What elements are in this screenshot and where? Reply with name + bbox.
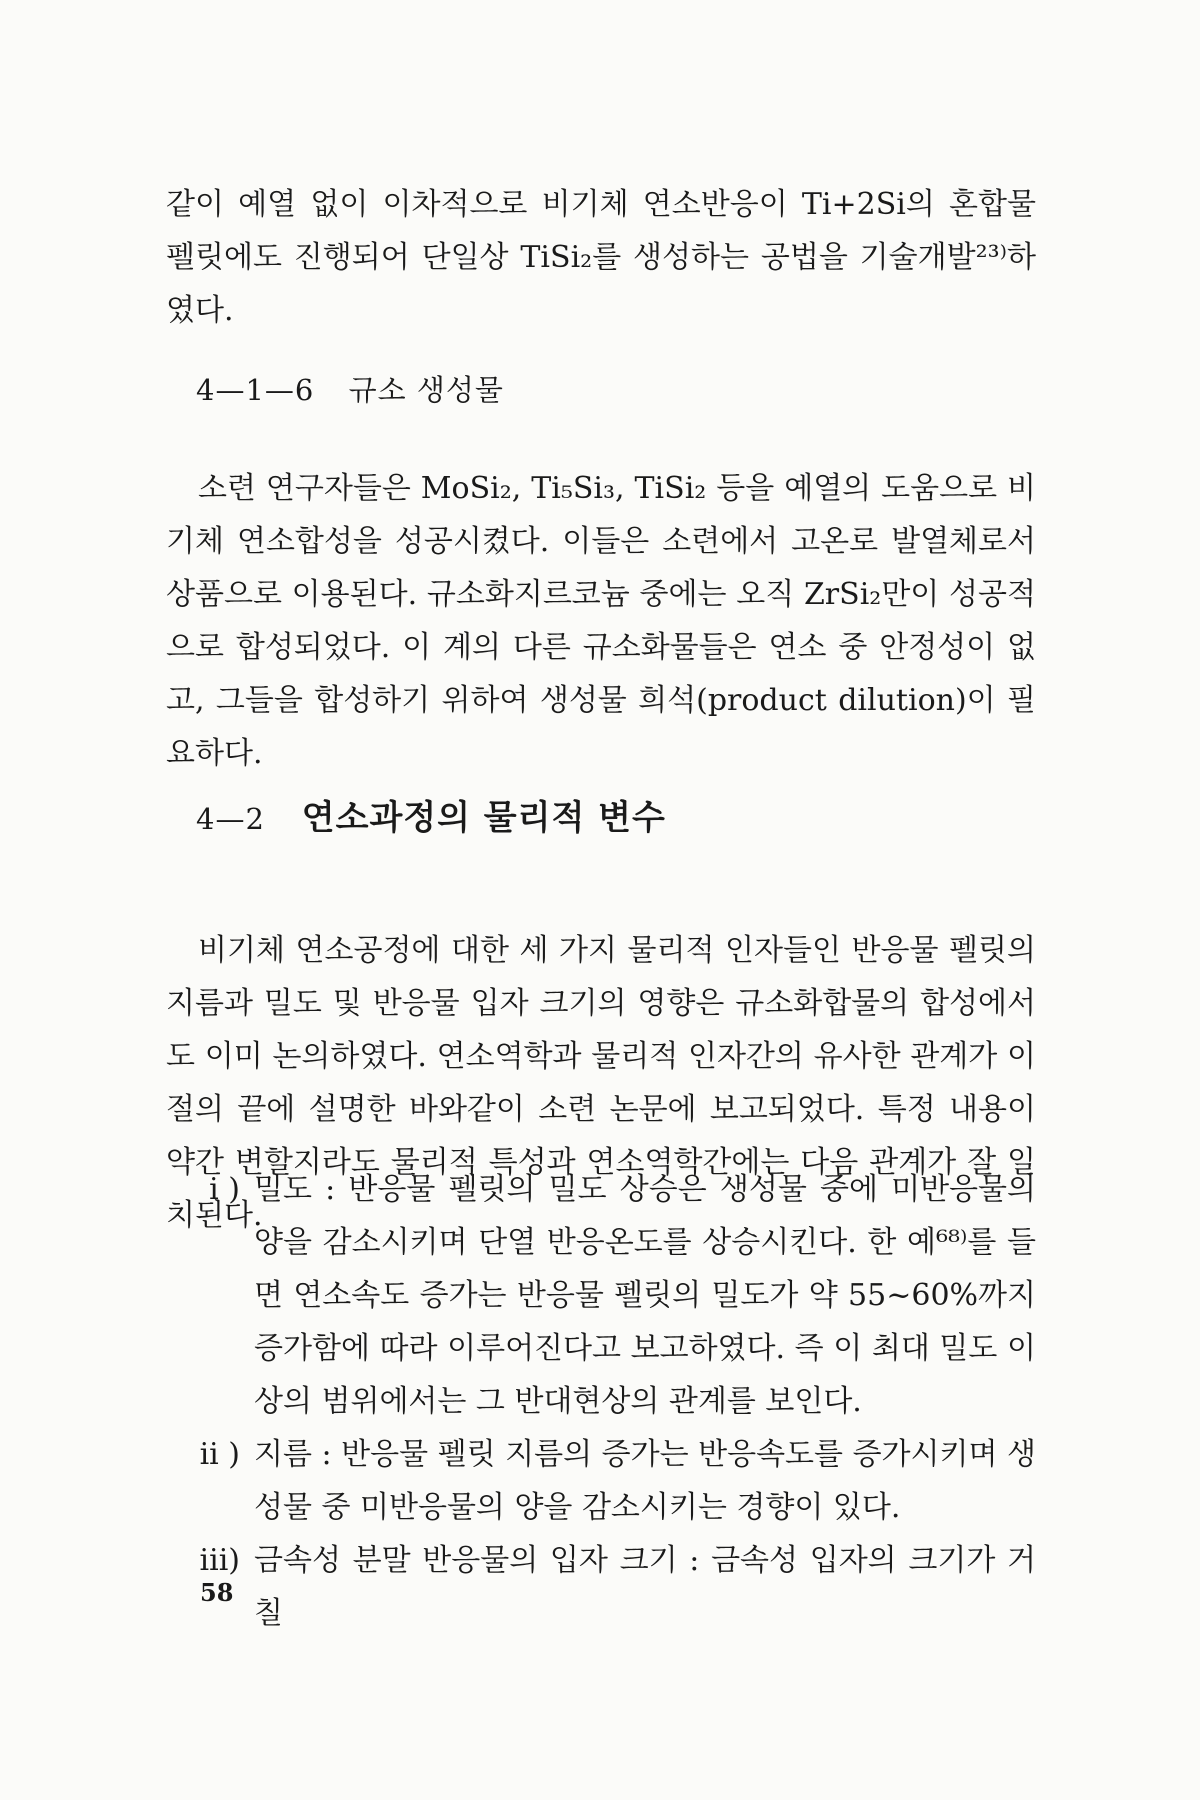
list-item-density — [166, 1163, 1036, 1428]
section-heading-4-1-6 — [196, 368, 504, 409]
section-number: 4—1—6 — [196, 373, 315, 407]
list-item-diameter — [166, 1428, 1036, 1534]
section-title: 연소과정의 물리적 변수 — [301, 798, 666, 838]
list-item-text: 지름 : 반응물 펠릿 지름의 증가는 반응속도를 증가시키며 생성물 중 미반응물의 양을 감소시키는 경향이 있다. — [254, 1437, 1036, 1525]
list-marker: i ) — [209, 1172, 240, 1207]
list-marker: iii) — [199, 1543, 240, 1578]
page-number: 58 — [200, 1578, 234, 1607]
physical-factor-list — [166, 1163, 1036, 1640]
paragraph-physical-variables: 비기체 연소공정에 대한 세 가지 물리적 인자들인 반응물 펠릿의 지름과 밀도 및 반응물 입자 크기의 영향은 규소화합물의 합성에서도 이미 논의하였다. 연소역학과 물리적 인자간의 유사한 관계가 이 절의 끝에 설명한 바와같이 소련 논문에 보고되었다. 특정 내용이 약간 변할지라도 물리적 특성과 연소역학간에는 다음 관계가 잘 일치된다. — [166, 933, 1036, 1233]
list-item-particle-size — [166, 1534, 1036, 1640]
paragraph-continued: 같이 예열 없이 이차적으로 비기체 연소반응이 Ti+2Si의 혼합물 펠릿에도 진행되어 단일상 TiSi₂를 생성하는 공법을 기술개발²³⁾하였다. — [166, 187, 1036, 328]
section-number: 4—2 — [196, 802, 265, 836]
section-title: 규소 생성물 — [348, 373, 504, 407]
paragraph-silicide-products: 소련 연구자들은 MoSi₂, Ti₅Si₃, TiSi₂ 등을 예열의 도움으로 비기체 연소합성을 성공시켰다. 이들은 소련에서 고온로 발열체로서 상품으로 이용된다. 규소화지르코늄 중에는 오직 ZrSi₂만이 성공적으로 합성되었다. 이 계의 다른 규소화물들은 연소 중 안정성이 없고, 그들을 합성하기 위하여 생성물 희석(product dilution)이 필요하다. — [166, 471, 1036, 771]
section-heading-4-2 — [196, 790, 666, 839]
list-item-text: 밀도 : 반응물 펠릿의 밀도 상승은 생성물 중에 미반응물의 양을 감소시키며 단열 반응온도를 상승시킨다. 한 예⁶⁸⁾를 들면 연소속도 증가는 반응물 펠릿의 밀도가 약 55~60%까지 증가함에 따라 이루어진다고 보고하였다. 즉 이 최대 밀도 이상의 범위에서는 그 반대현상의 관계를 보인다. — [254, 1172, 1036, 1419]
list-marker: ii ) — [199, 1437, 240, 1472]
list-item-text: 금속성 분말 반응물의 입자 크기 : 금속성 입자의 크기가 거칠 — [254, 1543, 1036, 1631]
